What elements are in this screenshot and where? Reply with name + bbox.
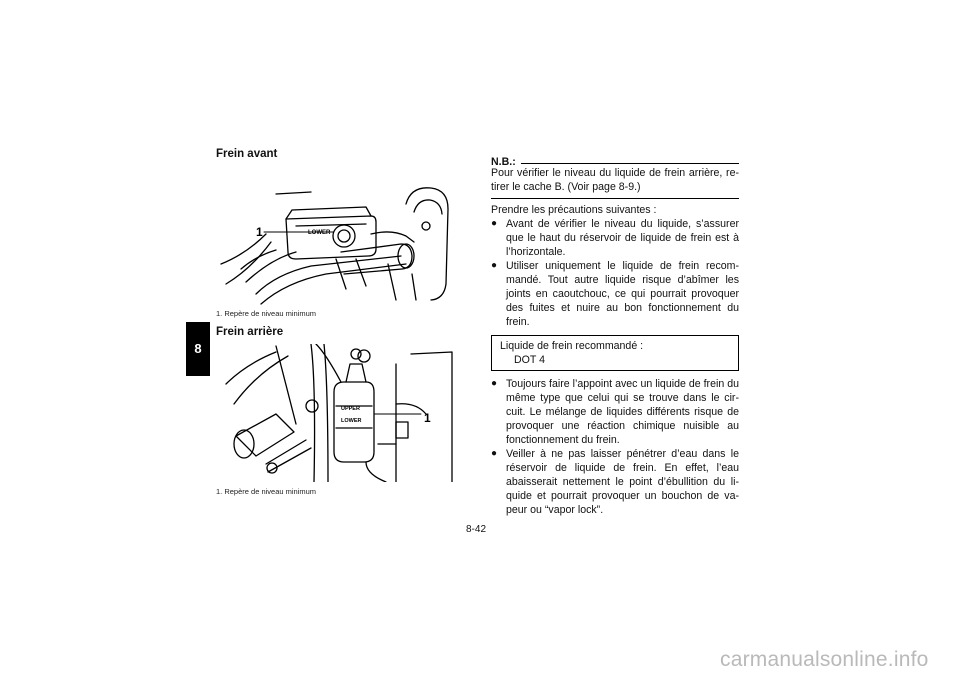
page-number: 8-42 <box>466 524 487 535</box>
nb-label: N.B.: <box>491 156 516 168</box>
bullet-icon: ● <box>491 378 498 389</box>
caption-rear: 1. Repère de niveau minimum <box>216 487 317 496</box>
front-callout-number: 1 <box>256 225 263 239</box>
list-item: ● Toujours faire l’appoint avec un liquide de frein du même type que celui qui se trouve dans le cir-cuit. Le mélange de liquides différents risque de provoquer une réaction chimique nuisible au fonctionnement du frein. <box>491 378 739 446</box>
spec-value: DOT 4 <box>514 354 546 366</box>
rear-callout-number: 1 <box>424 411 431 425</box>
rear-lower-mark: LOWER <box>341 418 362 424</box>
heading-rear-brake: Frein arrière <box>216 326 284 338</box>
bullet-icon: ● <box>491 218 498 229</box>
list-item: ● Veiller à ne pas laisser pénétrer d’eau dans le réservoir de liquide de frein. En effet, l’eau abaisserait nettement le point d’ébullition du li-quide et pourrait provoquer un bouchon de va-peur ou “vapor lock”. <box>491 448 739 516</box>
nb-text: Pour vérifier le niveau du liquide de frein arrière, re-tirer le cache B. (Voir page 8-9.) <box>491 167 739 193</box>
bullet-icon: ● <box>491 448 498 459</box>
nb-rule-top <box>521 163 739 164</box>
rear-brake-illustration <box>216 344 462 482</box>
precautions-list-1 <box>491 217 739 329</box>
caption-front: 1. Repère de niveau minimum <box>216 309 317 318</box>
precautions-intro: Prendre les précautions suivantes : <box>491 204 657 216</box>
front-brake-figure <box>216 164 462 306</box>
spec-label: Liquide de frein recommandé : <box>500 340 644 352</box>
heading-front-brake: Frein avant <box>216 148 278 160</box>
nb-rule-bottom <box>491 198 739 199</box>
precautions-list-2 <box>491 377 739 517</box>
front-brake-illustration <box>216 164 462 306</box>
front-lower-mark: LOWER <box>308 230 331 236</box>
spec-box <box>491 335 739 371</box>
watermark: carmanualsonline.info <box>720 648 929 671</box>
chapter-tab: 8 <box>186 322 210 376</box>
rear-upper-mark: UPPER <box>341 406 360 412</box>
list-item: ● Avant de vérifier le niveau du liquide, s’assurer que le haut du réservoir de liquide de frein est à l’horizontale. <box>491 218 739 258</box>
rear-brake-figure <box>216 344 462 482</box>
bullet-icon: ● <box>491 260 498 271</box>
list-item: ● Utiliser uniquement le liquide de frein recom-mandé. Tout autre liquide risque d’abîmer les joints en caoutchouc, ce qui pourrait provoquer des fuites et nuire au bon fonctionnement du frein. <box>491 260 739 328</box>
